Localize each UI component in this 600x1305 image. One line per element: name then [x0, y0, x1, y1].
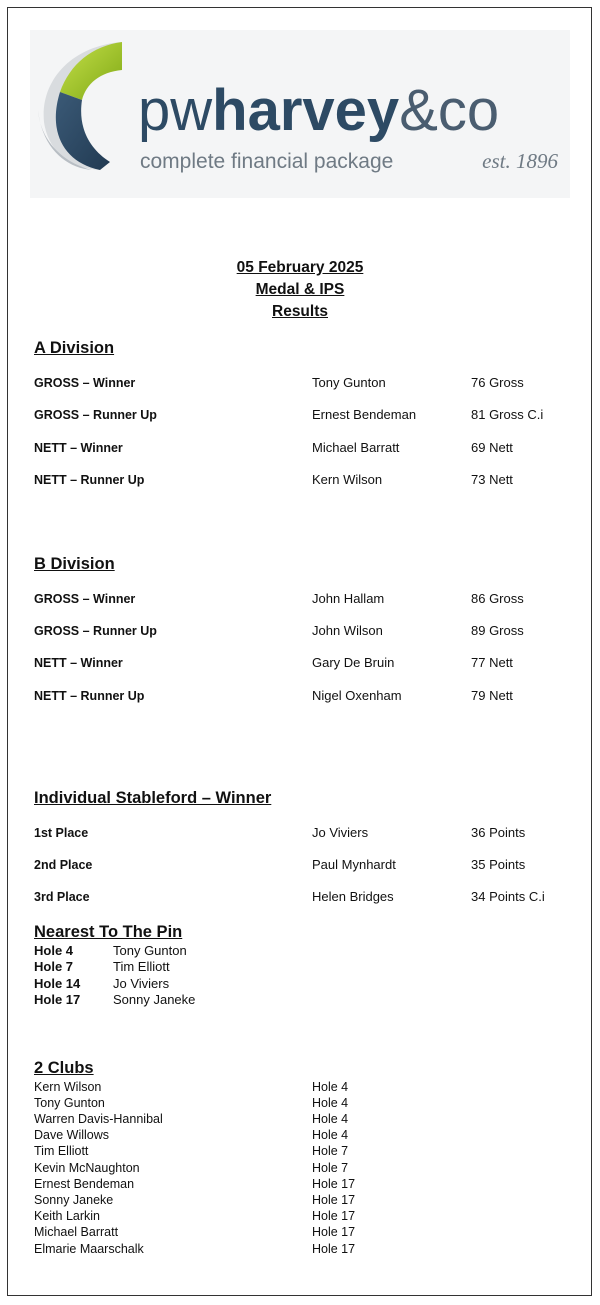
stableford-row	[34, 823, 574, 843]
b-division-row	[34, 589, 574, 609]
event-name: Medal & IPS	[255, 281, 345, 298]
player-name: Dave Willows	[34, 1128, 110, 1142]
a-division-title: A Division	[34, 339, 115, 357]
hole-label: Hole 7	[312, 1144, 349, 1158]
category-label: GROSS – Runner Up	[34, 624, 157, 638]
player-name: Tim Elliott	[34, 1144, 89, 1158]
hole-label: Hole 7	[34, 959, 74, 974]
place-label: 1st Place	[34, 826, 89, 840]
player-name: Sonny Janeke	[34, 1193, 114, 1207]
category-label: GROSS – Winner	[34, 592, 136, 606]
player-name: Tony Gunton	[113, 943, 187, 958]
player-score: 69 Nett	[471, 440, 513, 455]
hole-label: Hole 17	[312, 1225, 356, 1239]
hole-label: Hole 4	[34, 943, 74, 958]
a-division-row	[34, 373, 574, 393]
hole-label: Hole 4	[312, 1096, 349, 1110]
nearest-pin-title: Nearest To The Pin	[34, 923, 183, 941]
player-name: Tony Gunton	[312, 375, 386, 390]
place-label: 3rd Place	[34, 890, 90, 904]
two-clubs-title: 2 Clubs	[34, 1059, 94, 1077]
player-name: Nigel Oxenham	[312, 688, 402, 703]
player-name: Helen Bridges	[312, 889, 394, 904]
hole-label: Hole 7	[312, 1161, 349, 1175]
player-name: Michael Barratt	[34, 1225, 119, 1239]
player-score: 81 Gross C.i	[471, 407, 544, 422]
two-clubs-row	[34, 1176, 434, 1192]
svg-text:pwharvey&co	[138, 78, 499, 143]
player-score: 89 Gross	[471, 623, 524, 638]
player-score: 73 Nett	[471, 472, 513, 487]
two-clubs-row	[34, 1127, 434, 1143]
player-score: 86 Gross	[471, 591, 524, 606]
two-clubs-row	[34, 1143, 434, 1159]
hole-label: Hole 17	[34, 992, 81, 1007]
two-clubs-row	[34, 1208, 434, 1224]
player-score: 35 Points	[471, 857, 526, 872]
two-clubs-row	[34, 1241, 434, 1257]
player-name: Gary De Bruin	[312, 655, 395, 670]
player-score: 77 Nett	[471, 655, 513, 670]
player-name: Kern Wilson	[312, 472, 383, 487]
hole-label: Hole 4	[312, 1112, 349, 1126]
two-clubs-row	[34, 1192, 434, 1208]
player-name: Ernest Bendeman	[312, 407, 417, 422]
a-division-row	[34, 438, 574, 458]
player-name: John Wilson	[312, 623, 383, 638]
brand-light: pw	[138, 78, 213, 143]
nearest-pin-row	[34, 992, 334, 1008]
hole-label: Hole 17	[312, 1209, 356, 1223]
category-label: NETT – Winner	[34, 441, 123, 455]
hole-label: Hole 4	[312, 1128, 349, 1142]
b-division-title: B Division	[34, 555, 115, 573]
hole-label: Hole 17	[312, 1242, 356, 1256]
category-label: NETT – Runner Up	[34, 473, 145, 487]
player-score: 79 Nett	[471, 688, 513, 703]
two-clubs-row	[34, 1160, 434, 1176]
two-clubs-row	[34, 1224, 434, 1240]
player-name: Kevin McNaughton	[34, 1161, 140, 1175]
brand-suffix: &co	[399, 78, 500, 143]
player-name: Paul Mynhardt	[312, 857, 396, 872]
player-score: 34 Points C.i	[471, 889, 545, 904]
player-score: 76 Gross	[471, 375, 524, 390]
player-name: Jo Viviers	[312, 825, 369, 840]
player-name: John Hallam	[312, 591, 385, 606]
company-logo	[30, 30, 570, 198]
player-name: Jo Viviers	[113, 976, 170, 991]
category-label: GROSS – Winner	[34, 376, 136, 390]
brand-bold: harvey	[212, 78, 400, 143]
category-label: GROSS – Runner Up	[34, 408, 157, 422]
category-label: NETT – Runner Up	[34, 689, 145, 703]
player-name: Tony Gunton	[34, 1096, 105, 1110]
player-name: Ernest Bendeman	[34, 1177, 135, 1191]
player-name: Warren Davis-Hannibal	[34, 1112, 163, 1126]
category-label: NETT – Winner	[34, 656, 123, 670]
hole-label: Hole 14	[34, 976, 81, 991]
hole-label: Hole 17	[312, 1193, 356, 1207]
player-name: Sonny Janeke	[113, 992, 196, 1007]
two-clubs-row	[34, 1079, 434, 1095]
nearest-pin-row	[34, 976, 334, 992]
two-clubs-row	[34, 1095, 434, 1111]
two-clubs-row	[34, 1111, 434, 1127]
established: est. 1896	[482, 149, 558, 173]
player-name: Tim Elliott	[113, 959, 170, 974]
player-score: 36 Points	[471, 825, 526, 840]
nearest-pin-row	[34, 959, 334, 975]
hole-label: Hole 17	[312, 1177, 356, 1191]
nearest-pin-row	[34, 943, 334, 959]
tagline: complete financial package	[140, 150, 394, 173]
player-name: Michael Barratt	[312, 440, 400, 455]
results-date: 05 February 2025	[236, 259, 364, 276]
player-name: Kern Wilson	[34, 1080, 102, 1094]
b-division-row	[34, 686, 574, 706]
results-title: Results	[272, 303, 328, 320]
player-name: Elmarie Maarschalk	[34, 1242, 144, 1256]
a-division-row	[34, 405, 574, 425]
a-division-row	[34, 470, 574, 490]
player-name: Keith Larkin	[34, 1209, 101, 1223]
hole-label: Hole 4	[312, 1080, 349, 1094]
stableford-row	[34, 887, 574, 907]
b-division-row	[34, 653, 574, 673]
stableford-row	[34, 855, 574, 875]
b-division-row	[34, 621, 574, 641]
place-label: 2nd Place	[34, 858, 93, 872]
stableford-title: Individual Stableford – Winner	[34, 789, 272, 807]
